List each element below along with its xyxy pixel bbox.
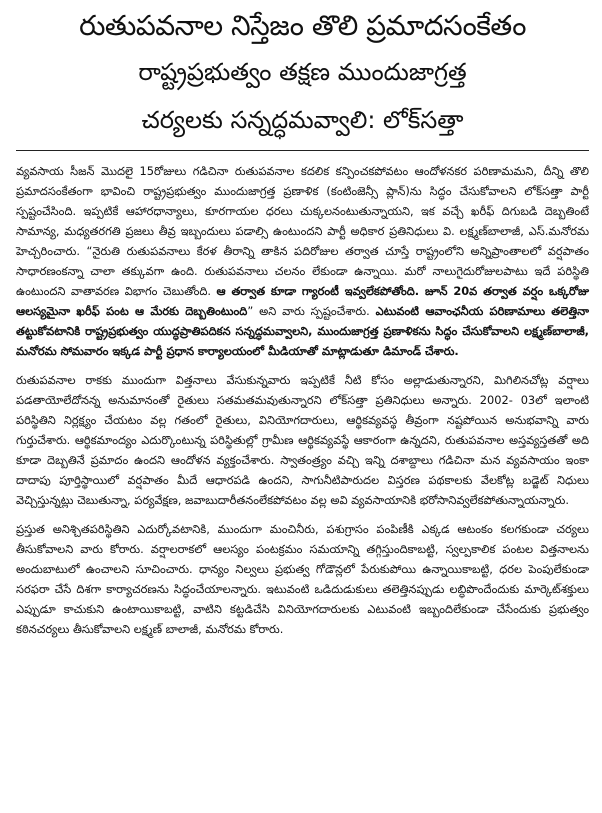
paragraph-3: ప్రస్తుత అనిశ్చితపరిస్థితిని ఎదుర్కోవటానికి, ముందుగా మంచినీరు, పశుగ్రాసం పంపిణీకి ఎక్కడ ఆటంకం కలగకుండా చర్యలు తీసుకోవాలని వారు కోరారు. వర్షాలరాకలో ఆలస్యం పంటక్రమం సమయాన్ని తగ్గిస్తుందికాబట్టి, స్వల్పకాలిక పంటల విత్తనాలను అందుబాటులో ఉంచాలని సూచించారు. ధాన్యం నిల్వలు ప్రభుత్వ గోడౌన్లలో పేరుకుపోయి ఉన్నాయికాబట్టి, ధరల పెంపులేకుండా సరఫరా చేసే దిశగా కార్యాచరణను సిద్ధంచేయాలన్నారు. ఇటువంటి ఒడిదుడుకులు తలెత్తినప్పుడు లబ్ధిపొందేందుకు మార్కెట్‌శక్తులు ఎప్పుడూ కాచుకుని ఉంటాయికాబట్టి, వాటిని కట్టడిచేసి వినియోగదారులకు ఎటువంటి ఇబ్బందిలేకుండా చేసేందుకు ప్రభుత్వం కఠినచర్యలు తీసుకోవాలని లక్ష్మణ్ బాలాజీ, మనోరమ కోరారు.	[16, 522, 589, 636]
subheadline-line-2: చర్యలకు సన్నద్ధమవ్వాలి: లోక్‌సత్తా	[141, 106, 464, 134]
headline: రుతుపవనాల నిస్తేజం తొలి ప్రమాదసంకేతం	[79, 9, 526, 42]
subheadline-line-1: రాష్ట్రప్రభుత్వం తక్షణ ముందుజాగ్రత్త	[138, 58, 467, 86]
paragraph-1	[16, 161, 589, 361]
paragraph-1-text: వ్యవసాయ సీజన్ మొదలై 15రోజులు గడిచినా రుతుపవనాల కదలిక కన్పించకపోవటం ఆందోళనకర పరిణామమని, దీన్ని తొలి ప్రమాదసంకేతంగా భావించి రాష్ట్రప్రభుత్వం ముందుజాగ్రత్త ప్రణాళిక (కంటింజెన్సీ ప్లాన్)ను సిద్ధం చేసుకోవాలని లోక్‌సత్తా పార్టీ స్పష్టంచేసింది. ఇప్పటికే ఆహారధాన్యాలు, కూరగాయల ధరలు చుక్కలనంటుతున్నాయని, ఇక వచ్చే ఖరీఫ్ దిగుబడి దెబ్బతింటే సామాన్య, మధ్యతరగతి ప్రజలు తీవ్ర ఇబ్బందులు పడాల్సి ఉంటుందని పార్టీ అధికార ప్రతినిధులు వి. లక్ష్మణ్‌బాలాజీ, ఎస్.మనోరమ హెచ్చరించారు. “నైరుతి రుతుపవనాలు కేరళ తీరాన్ని తాకిన పదిరోజుల తర్వాత చూస్తే రాష్ట్రంలోని అన్నిప్రాంతాలలో వర్షపాతం సాధారణంకన్నా చాలా తక్కువగా ఉంది. రుతుపవనాలు చలనం లేకుండా ఉన్నాయి. మరో నాలుగైదురోజులపాటు ఇదే పరిస్థితి ఉంటుందని వాతావరణ విభాగం చెబుతోంది.	[16, 164, 589, 298]
paragraph-1-bold-demand: ఎటువంటి ఆవాంఛనీయ పరిణామాలు తలెత్తినా తట్టుకోవటానికి రాష్ట్రప్రభుత్వం యుద్ధప్రాతిపదికన సన్నద్ధమవ్వాలని, ముందుజాగ్రత్త ప్రణాళికను సిద్ధం చేసుకోవాలని లక్ష్మణ్‌బాలాజీ, మనోరమ సోమవారం ఇక్కడ పార్టీ ప్రధాన కార్యాలయంలో మీడియాతో మాట్లాడుతూ డిమాండ్ చేశారు.	[16, 304, 589, 358]
paragraph-1-bold-quote: ఆ తర్వాత కూడా గ్యారంటీ ఇవ్వలేకపోతోంది. జూన్ 20వ తర్వాత వర్షం ఒక్కరోజు ఆలస్యమైనా ఖరీఫ్ పంట ఆ మేరకు దెబ్బతింటుంది	[16, 284, 590, 318]
paragraph-1-attribution: ” అని వారు స్పష్టంచేశారు.	[247, 304, 376, 318]
paragraph-2: రుతుపవనాల రాకకు ముందుగా విత్తనాలు వేసుకున్నవారు ఇప్పటికే నీటి కోసం అల్లాడుతున్నారని, మిగిలినచోట్ల వర్షాలు పడతాయోలేదోనన్న అనుమానంతో రైతులు సతమతమవుతున్నారని లోక్‌సత్తా ప్రతినిధులు అన్నారు. 2002- 03లో ఇలాంటి పరిస్థితిని నిర్లక్ష్యం చేయటం వల్ల గతంలో రైతులు, వినియోగదారులు, ఆర్థికవ్యవస్థ తీవ్రంగా నష్టపోయిన అనుభవాన్ని వారు గుర్తుచేశారు. ఆర్థికమాంద్యం ఎదుర్కొంటున్న పరిస్థితుల్లో గ్రామీణ ఆర్థికవ్యవస్థే ఆకారంగా ఉన్నదని, రుతుపవనాల అస్తవ్యస్తతతో అది కూడా దెబ్బతినే ప్రమాదం ఉందని ఆందోళన వ్యక్తంచేశారు. స్వాతంత్ర్యం వచ్చి ఇన్ని దశాబ్దాలు గడిచినా మన వ్యవసాయం ఇంకా దాదాపు పూర్తిస్థాయిలో వర్షపాతం మీదే ఆధారపడి ఉందని, సాగునీటిపారుదల విస్తరణ పథకాలకు వేలకోట్ల బడ్జెట్ నిధులు వెచ్చిస్తున్నట్లు చెబుతున్నా, పర్యవేక్షణ, జవాబుదారీతనంలేకపోవటం వల్ల అవి వ్యవసాయానికి భరోసానివ్వలేకపోతున్నాయన్నారు.	[16, 373, 589, 507]
header-divider	[16, 150, 589, 151]
